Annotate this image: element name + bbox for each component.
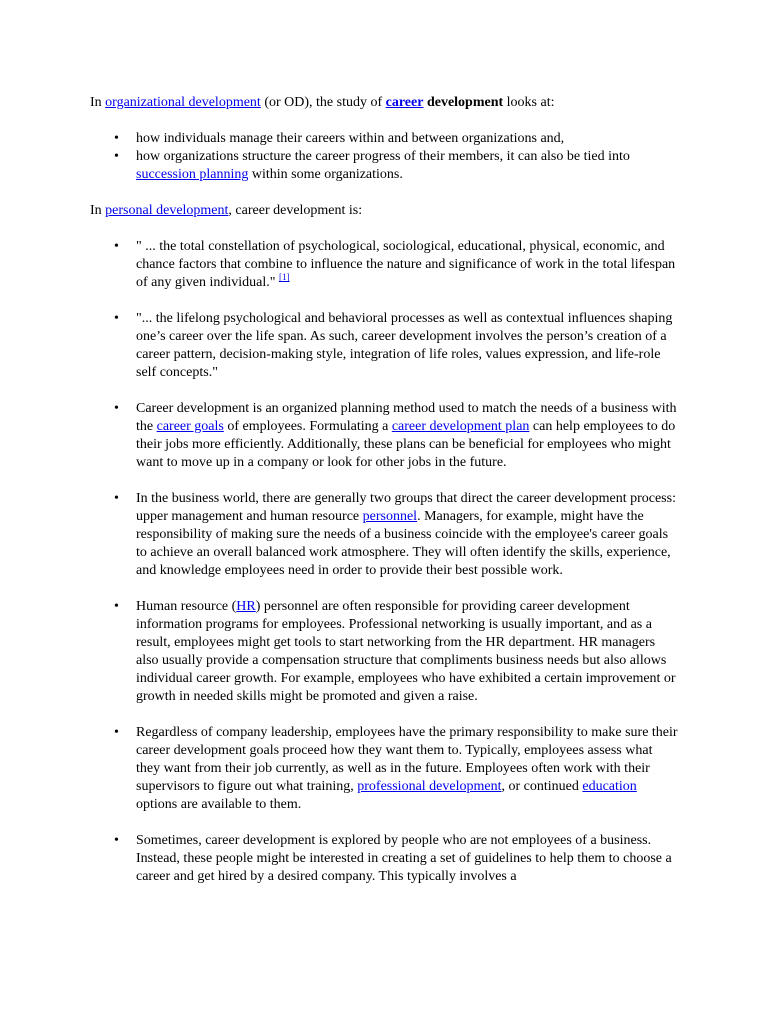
pd-list [90,238,680,886]
document-body [90,94,680,904]
list-item [136,238,680,292]
hr-link[interactable]: HR [236,599,256,614]
od-intro-text-mid: (or OD), the study of [260,95,386,110]
list-item-text: , or continued [501,779,583,794]
list-item [136,598,680,706]
personnel-link[interactable]: personnel [362,509,418,524]
list-item-text: ) personnel are often responsible for providing career development information programs for employees. Professional networking is usually important, and as a result, employees might get tools to start networking from the HR department. HR managers also usually provide a compensation structure that compliments business needs but also allows individual career growth. For example, employees who have exhibited a certain improvement or growth in needed skills might be promoted and given a raise. [136,599,676,704]
list-item-text: Regardless of company leadership, employees have the primary responsibility to make sure their career development goals proceed how they want them to. Typically, employees assess what they want from their job currently, as well as in the future. Employees often work with their supervisors to figure out what training, [136,725,678,794]
list-item-text: of employees. Formulating a [223,419,392,434]
list-item [136,400,680,472]
pd-intro-text-end: , career development is: [228,203,363,218]
list-item-text-end: within some organizations. [248,167,403,182]
od-intro-text: In [90,95,106,110]
od-list [90,130,680,184]
list-item-text: how organizations structure the career progress of their members, it can also be tied into [136,149,630,164]
pd-intro-text: In [90,203,106,218]
education-link[interactable]: education [582,779,637,794]
list-item [136,130,680,148]
list-item-text: Career development is an organized planning method used to match the needs of a business with the [136,401,677,434]
list-item [136,832,680,886]
organizational-development-link[interactable]: organizational development [105,95,261,110]
list-item-text: "... the lifelong psychological and behavioral processes as well as contextual influences shaping one’s career over the life span. As such, career development involves the person’s creation of a career pattern, decision-making style, integration of life roles, values expression, and life-role self concepts." [136,311,673,380]
professional-development-link[interactable]: professional development [357,779,502,794]
reference-1-link[interactable]: [1] [278,272,290,282]
list-item-text: . Managers, for example, might have the responsibility of making sure the needs of a business coincide with the employee's career goals to achieve an overall balanced work atmosphere. They will often identify the skills, experience, and knowledge employees need in order to provide their best possible work. [136,509,671,578]
list-item-text: how individuals manage their careers within and between organizations and, [136,131,565,146]
list-item [136,148,680,184]
list-item-text: Human resource ( [136,599,237,614]
succession-planning-link[interactable]: succession planning [136,167,249,182]
pd-intro-paragraph [90,202,680,220]
career-link[interactable]: career [385,95,424,110]
development-bold: development [426,95,504,110]
list-item [136,724,680,814]
list-item [136,310,680,382]
career-development-plan-link[interactable]: career development plan [391,419,530,434]
list-item-text: In the business world, there are generally two groups that direct the career development process: upper management and human resource [136,491,676,524]
list-item-text: options are available to them. [136,797,302,812]
od-intro-paragraph [90,94,680,112]
career-goals-link[interactable]: career goals [156,419,224,434]
list-item-text: can help employees to do their jobs more efficiently. Additionally, these plans can be beneficial for employees who might want to move up in a company or look for other jobs in the future. [136,419,676,470]
personal-development-link[interactable]: personal development [105,203,229,218]
od-intro-text-end: looks at: [503,95,555,110]
list-item [136,490,680,580]
list-item-text: " ... the total constellation of psychological, sociological, educational, physical, economic, and chance factors that combine to influence the nature and significance of work in the total lifespan of any given individual." [136,239,676,290]
list-item-text: Sometimes, career development is explored by people who are not employees of a business. Instead, these people might be interested in creating a set of guidelines to help them to choose a career and get hired by a desired company. This typically involves a [136,833,672,884]
